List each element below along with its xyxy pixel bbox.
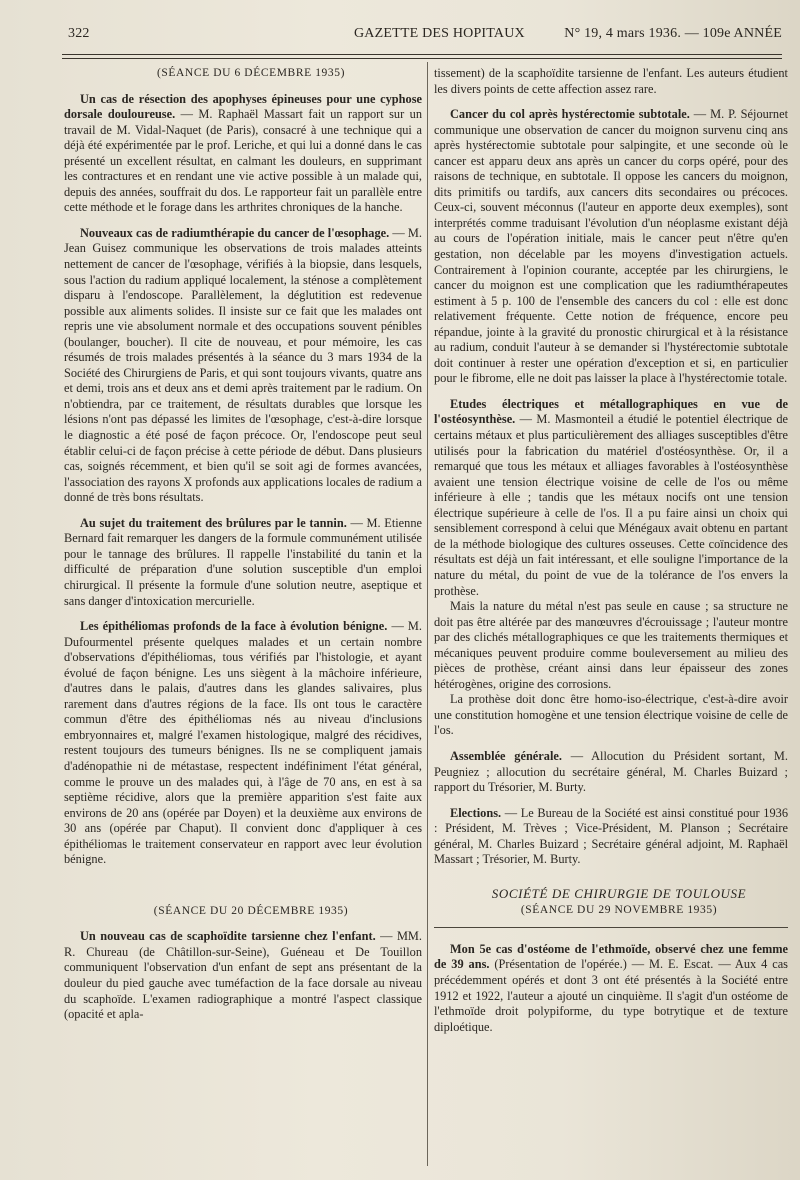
article-title: Un cas de résection des apophyses épineuses pour une cyphose dorsale douloureuse.: [64, 91, 422, 122]
article-title: Un nouveau cas de scaphoïdite tarsienne chez l'enfant.: [80, 929, 376, 944]
column-divider: [427, 62, 428, 1166]
issue-info: N° 19, 4 mars 1936. — 109e ANNÉE: [564, 26, 782, 41]
article-title: Les épithéliomas profonds de la face à évolution bénigne.: [80, 619, 388, 634]
article-body: — Allocution du Président sortant, M. Peugniez ; allocution du secrétaire général, M. Charles Buizard ; rapport du Trésorier, M. Burty.: [434, 748, 788, 795]
article-paragraph: [434, 107, 788, 387]
article-body: (Présentation de l'opérée.) — M. E. Escat. — Aux 4 cas précédemment opérés et dont 3 ont été présentés à la Société entre 1912 et 1922, l'auteur a ajouté un cinquième. Il s'agit d'un ostéome de l'ethmoïde droit polypiforme, du type botrytique et de texture diploétique.: [434, 957, 788, 1034]
header-rule-thin: [62, 58, 782, 59]
article-body: — M. Etienne Bernard fait remarquer les dangers de la formule communément utilisée pour le tannage des brûlures. Il rappelle l'instabilité du tanin et la difficulté de préparation d'une solution susceptible d'un emploi chirurgical. Il présente la formule d'une solution neutre, aseptique et sans danger d'intoxication mercurielle.: [64, 515, 422, 608]
session-heading: (SÉANCE DU 6 DÉCEMBRE 1935): [156, 67, 346, 79]
article-paragraph: [64, 92, 422, 216]
article-body: — Le Bureau de la Société est ainsi constitué pour 1936 : Président, M. Trèves ; Vice-Président, M. Planson ; Secrétaire général, M. Charles Buizard ; Secrétaire général adjoint, M. Raphaël Massart ; Trésorier, M. Burty.: [434, 805, 788, 867]
article-paragraph: [434, 806, 788, 868]
article-body: — M. Masmonteil a étudié le potentiel électrique de certains métaux et plus particulièrement des alliages susceptibles d'être utilisés pour la fabrication du matériel d'ostéosynthèse. Or, il a remarqué que tous les métaux et alliages favorables à l'ostéosynthèse avaient une tension électrique voisine de celle de l'os ou même inférieure à elle ; tandis que les métaux nocifs ont une tension électrique supérieure à celle de l'os. Il a pu faire ainsi un choix qui sensiblement correspond à celui que Ménégaux avait obtenu en partant de la méthode biologique des cultures osseuses. Cette coïncidence des résultats est déjà un fait intéressant, et elle souligne l'importance de la nature du métal, du point de vue de la tolérance de l'os envers la prothèse.: [434, 412, 788, 598]
article-title: Au sujet du traitement des brûlures par le tannin.: [80, 515, 347, 530]
article-title: Etudes électriques et métallographiques en vue de l'ostéosynthèse.: [434, 396, 788, 427]
section-rule: [434, 927, 788, 928]
article-paragraph: [64, 929, 422, 1022]
article-body: — M. P. Séjournet communique une observation de cancer du moignon survenu cinq ans après hystérectomie subtotale pour salpingite, et une seconde où le cancer est apparu deux ans après un cancer du corps opéré, pour des raisons de technique, en subtotale. Il oppose les cancers du moignon, dits primitifs ou tardifs, aux cancers dits secondaires ou précoces. Ceux-ci, souvent méconnus (l'auteur en apporte deux exemples), sont interprétés comme traduisant l'évolution d'un néoplasme existant déjà au cours de l'opération initiale, mais le cancer peut n'être qu'en gestation, non décelable par les moyens d'investigation actuels. Contrairement à l'opinion courante, acceptée par les chirurgiens, le cancer du moignon est une complication que les radiumthérapeutes estiment à 5 p. 100 de l'ensemble des cancers du col : elle est donc relativement fréquente. Cette notion de fréquence, encore peu répandue, jointe à la gravité du pronostic chirurgical et à la résistance au radium, conduit l'auteur à se demander si l'hystérectomie subtotale doit continuer à rester une opération d'exception et si, en particulier pour le fibrome, elle ne doit pas laisser la place à l'hystérectomie totale.: [434, 107, 788, 386]
session-heading: (SÉANCE DU 29 NOVEMBRE 1935): [520, 904, 718, 917]
left-column: [64, 66, 422, 1166]
society-heading: SOCIÉTÉ DE CHIRURGIE DE TOULOUSE: [491, 885, 747, 901]
article-title: Elections.: [450, 805, 502, 820]
right-column: [434, 66, 788, 1166]
session-heading: (SÉANCE DU 20 DÉCEMBRE 1935): [153, 904, 349, 917]
article-paragraph: La prothèse doit donc être homo-iso-électrique, c'est-à-dire avoir une constitution homogène et une tension électrique voisine de celle de l'os.: [434, 692, 788, 738]
page-number: 322: [68, 26, 90, 41]
article-body: — MM. R. Chureau (de Châtillon-sur-Seine), Guéneau et De Touillon communiquent l'observation d'un enfant de sept ans présentant de la douleur du pied gauche avec tuméfaction de la face dorsale au niveau du scaphoïde. L'examen radiographique a montré l'aspect classique (opacité et apla-: [64, 929, 422, 1022]
article-body: — M. Dufourmentel présente quelques malades et un certain nombre d'observations d'épithéliomas, tous vérifiés par l'histologie, et ayant évolué de façon bénigne. Les uns siègent à la mâchoire inférieure, d'autres dans le palais, d'autres dans les glandes salivaires, plus rarement dans d'autres régions de la face. Ils ont tous le caractère commun d'être des épithéliomas nés au niveau d'inclusions embryonnaires et, malgré l'examen histologique, malgré des récidives, restent toujours des tumeurs bénignes. Ils ne se compliquent jamais d'adénopathie ni de métastase, respectent indéfiniment l'état général, comme le prouve un des malades qui, à l'âge de 70 ans, en est à sa septième récidive, alors que la première apparition s'est faite aux environs de 20 ans (opérée par Doyen) et la deuxième aux environs de 30 ans (opérée par Chaput). Il convient donc d'appliquer à ces épithéliomas le traitement conservateur en rapport avec leur évolution bénigne.: [64, 619, 422, 867]
continued-paragraph: tissement) de la scaphoïdite tarsienne de l'enfant. Les auteurs étudient les divers points de cette affection assez rare.: [434, 66, 788, 96]
article-paragraph: Mais la nature du métal n'est pas seule en cause ; sa structure ne doit pas être altérée par des manœuvres d'écrouissage ; l'auteur montre par des clichés métallographiques ce que les traitements thermiques et mécaniques peuvent produire comme bouleversement au milieu des pièces de prothèse, créant ainsi dans leur épaisseur des zones hétérogènes, origine des corrosions.: [434, 599, 788, 691]
running-header: [62, 26, 782, 52]
article-body: — M. Jean Guisez communique les observations de trois malades atteints nettement de cancer de l'œsophage, vérifiés à la biopsie, dans lesquels, sous l'action du radium appliqué localement, la sténose a complètement disparu à l'endoscope. Parallèlement, la déglutition est redevenue possible aux aliments solides. Il insiste sur ce fait que les malades ont repris une vie absolument normale et des occupations souvent pénibles (boulanger, boucher). Il cite de nouveau, et pour mémoire, les cas résumés de trois malades présentés à la séance du 3 mars 1934 de la Société des Chirurgiens de Paris, et qui sont toujours vivants, quatre ans et demi, trois ans et deux ans et demi après traitement par le radium. On n'obtiendra, par ce traitement, de résultats durables que lorsque les lésions n'ont pas dépassé les limites de l'œsophage, c'est-à-dire lorsque le diagnostic a été posé de façon précoce. Or, l'endoscope peut seul établir celui-ci de façon précise à cette période de début. Dans plusieurs cas, soignés récemment, et bien qu'il se soit agi de formes avancées, l'association des rayons X profonds aux applications locales de radium a donné de très bons résultats.: [64, 225, 422, 505]
article-title: Mon 5e cas d'ostéome de l'ethmoïde, observé chez une femme de 39 ans.: [434, 941, 788, 972]
article-paragraph: [434, 942, 788, 1035]
article-body: — M. Raphaël Massart fait un rapport sur un travail de M. Vidal-Naquet (de Paris), consacré à une technique qui a déjà été expérimentée par le prof. Leriche, et qui lui a donné dans le cas présenté un excellent résultat, en calmant les douleurs, en supprimant les contractures et en rendant une vie active possible à un malade qui, depuis des années, souffrait du dos. Le rapporteur fait un parallèle entre cette méthode et le forage dans les arthrites chroniques de la hanche.: [64, 107, 422, 215]
header-rule: [62, 54, 782, 55]
article-paragraph: [434, 749, 788, 796]
article-title: Cancer du col après hystérectomie subtotale.: [450, 107, 690, 122]
article-paragraph: [64, 516, 422, 609]
article-title: Assemblée générale.: [450, 748, 562, 763]
article-paragraph: [64, 619, 422, 868]
article-paragraph: [64, 226, 422, 506]
journal-title: GAZETTE DES HOPITAUX: [354, 26, 525, 41]
article-title: Nouveaux cas de radiumthérapie du cancer de l'œsophage.: [80, 225, 390, 240]
article-paragraph: [434, 397, 788, 599]
